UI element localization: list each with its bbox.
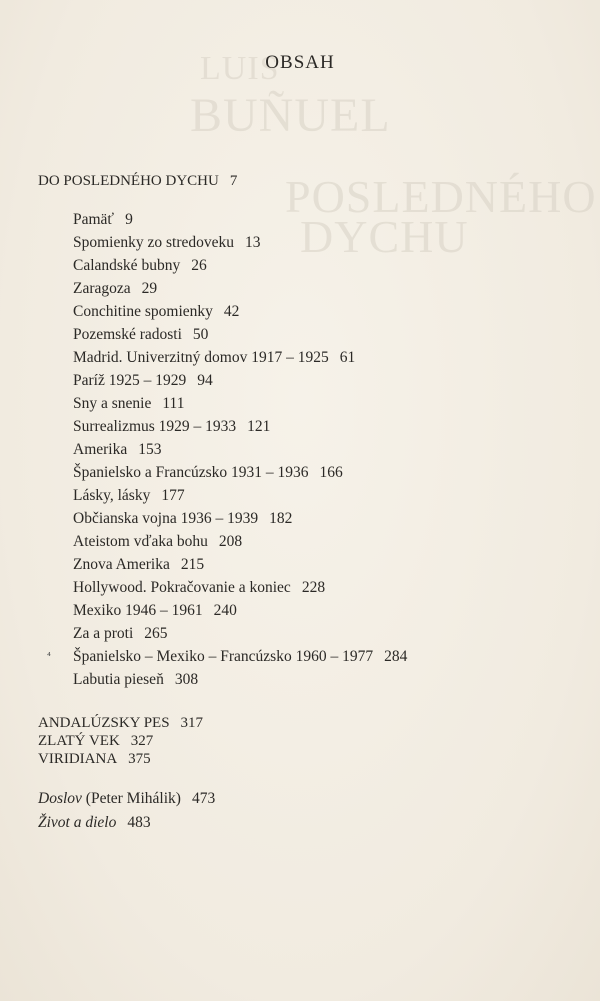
screenplay-label: ZLATÝ VEK xyxy=(38,733,120,749)
part-heading-page: 7 xyxy=(229,173,238,189)
chapter-label: Mexiko 1946 – 1961 xyxy=(73,602,203,619)
part-heading[interactable] xyxy=(38,173,237,190)
chapter-page: 50 xyxy=(192,326,209,343)
chapter-label: Za a proti xyxy=(73,625,134,642)
screenplay-page: 375 xyxy=(128,751,151,767)
chapter-item[interactable] xyxy=(73,254,407,277)
chapter-label: Španielsko a Francúzsko 1931 – 1936 xyxy=(73,464,309,481)
chapter-label: Občianska vojna 1936 – 1939 xyxy=(73,510,259,527)
chapter-page: 265 xyxy=(144,625,168,642)
show-through-text: POSLEDNÉHO xyxy=(285,171,597,222)
chapter-list xyxy=(47,208,408,691)
chapter-page: 177 xyxy=(161,487,185,504)
chapter-page: 182 xyxy=(269,510,293,527)
chapter-page: 111 xyxy=(162,395,185,412)
chapter-page: 42 xyxy=(223,303,240,320)
show-through-text: LUIS xyxy=(200,50,280,87)
afterword-page: 473 xyxy=(191,790,216,807)
chapter-item[interactable] xyxy=(73,369,407,392)
afterword-author: (Peter Mihálik) xyxy=(85,790,181,807)
chapter-item[interactable] xyxy=(73,231,407,254)
chapter-item[interactable] xyxy=(73,438,407,461)
chapter-label: Amerika xyxy=(73,441,128,458)
screenplay-list xyxy=(38,714,203,768)
chapter-label: Labutia pieseň xyxy=(73,671,164,688)
chapter-label: Paríž 1925 – 1929 xyxy=(73,372,187,389)
chapter-item[interactable] xyxy=(47,645,408,668)
life-and-work-label: Život a dielo xyxy=(38,814,117,831)
chapter-page: 26 xyxy=(191,257,207,274)
show-through-text: BUÑUEL xyxy=(190,89,391,142)
chapter-label: Zaragoza xyxy=(73,280,131,297)
chapter-page: 228 xyxy=(301,579,326,596)
chapter-page: 215 xyxy=(180,556,205,573)
show-through-text: DYCHU xyxy=(300,211,469,262)
chapter-page: 94 xyxy=(197,372,213,389)
chapter-item[interactable] xyxy=(73,599,407,622)
chapter-item[interactable] xyxy=(73,415,407,438)
screenplay-item[interactable] xyxy=(38,750,203,768)
chapter-label: Pozemské radosti xyxy=(73,326,182,343)
chapter-item[interactable] xyxy=(73,507,407,530)
chapter-item[interactable] xyxy=(73,392,407,415)
chapter-label: Hollywood. Pokračovanie a koniec xyxy=(73,579,291,596)
screenplay-page: 317 xyxy=(180,715,204,731)
chapter-label: Conchitine spomienky xyxy=(73,303,213,320)
chapter-label: Sny a snenie xyxy=(73,395,152,412)
screenplay-page: 327 xyxy=(130,733,154,749)
chapter-item[interactable] xyxy=(73,668,407,691)
afterword-label: Doslov xyxy=(38,790,82,807)
chapter-page: 208 xyxy=(218,533,243,550)
chapter-page: 13 xyxy=(245,234,261,251)
chapter-label: Madrid. Univerzitný domov 1917 – 1925 xyxy=(73,349,329,366)
chapter-item[interactable] xyxy=(73,484,407,507)
chapter-page: 121 xyxy=(247,418,271,435)
chapter-label: Španielsko – Mexiko – Francúzsko 1960 – 1977 xyxy=(73,648,374,665)
chapter-item[interactable] xyxy=(73,461,407,484)
chapter-item[interactable] xyxy=(73,277,407,300)
chapter-item[interactable] xyxy=(73,576,407,599)
chapter-label: Pamäť xyxy=(73,211,115,228)
chapter-page: 308 xyxy=(174,671,199,688)
chapter-page: 153 xyxy=(138,441,162,458)
chapter-item[interactable] xyxy=(73,346,407,369)
life-and-work-item[interactable] xyxy=(38,811,215,835)
screenplay-item[interactable] xyxy=(38,732,203,750)
marginal-mark: ⁴ xyxy=(47,650,51,662)
chapter-item[interactable] xyxy=(73,530,407,553)
screenplay-label: VIRIDIANA xyxy=(38,751,118,767)
chapter-page: 29 xyxy=(141,280,158,297)
chapter-label: Spomienky zo stredoveku xyxy=(73,234,235,251)
chapter-label: Ateistom vďaka bohu xyxy=(73,533,208,550)
page-title: OBSAH xyxy=(265,52,335,73)
chapter-page: 166 xyxy=(319,464,343,481)
chapter-item[interactable] xyxy=(73,553,407,576)
chapter-page: 9 xyxy=(125,211,133,228)
life-and-work-page: 483 xyxy=(127,814,151,831)
back-matter-list xyxy=(38,787,215,835)
chapter-label: Surrealizmus 1929 – 1933 xyxy=(73,418,237,435)
afterword-item[interactable] xyxy=(38,787,215,811)
part-heading-label: DO POSLEDNÉHO DYCHU xyxy=(38,173,219,189)
chapter-item[interactable] xyxy=(73,622,407,645)
screenplay-item[interactable] xyxy=(38,714,203,732)
screenplay-label: ANDALÚZSKY PES xyxy=(38,715,170,731)
chapter-label: Znova Amerika xyxy=(73,556,170,573)
chapter-page: 61 xyxy=(339,349,356,366)
chapter-page: 284 xyxy=(384,648,408,665)
chapter-item[interactable] xyxy=(73,208,407,231)
chapter-item[interactable] xyxy=(73,300,407,323)
chapter-label: Lásky, lásky xyxy=(73,487,151,504)
chapter-item[interactable] xyxy=(73,323,407,346)
chapter-label: Calandské bubny xyxy=(73,257,181,274)
chapter-page: 240 xyxy=(213,602,237,619)
